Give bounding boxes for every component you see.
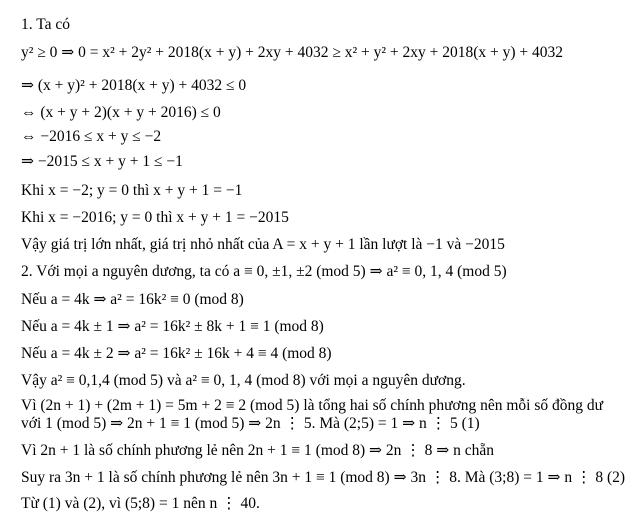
section2-summary: Vậy a² ≡ 0,1,4 (mod 5) và a² ≡ 0, 1, 4 (mod 8) với mọi a nguyên dương. — [21, 372, 466, 389]
section2-step1-line1: Vì (2n + 1) + (2m + 1) = 5m + 2 ≡ 2 (mod 5) là tổng hai số chính phương nên mỗi số đồng dư — [21, 397, 604, 414]
section2-case-3: Nếu a = 4k ± 2 ⇒ a² = 16k² ± 16k + 4 ≡ 4 (mod 8) — [21, 345, 332, 362]
section2-step2: Vì 2n + 1 là số chính phương lẻ nên 2n + 1 ≡ 1 (mod 8) ⇒ 2n ⋮ 8 ⇒ n chẵn — [21, 442, 495, 459]
section2-step3: Suy ra 3n + 1 là số chính phương lẻ nên 3n + 1 ≡ 1 (mod 8) ⇒ 3n ⋮ 8. Mà (3;8) = 1 ⇒ n ⋮ 8 (2) — [21, 469, 626, 486]
section1-conclusion: Vậy giá trị lớn nhất, giá trị nhỏ nhất của A = x + y + 1 lần lượt là −1 và −2015 — [21, 236, 505, 253]
section2-step1-line2: với 1 (mod 5) ⇒ 2n + 1 ≡ 1 (mod 5) ⇒ 2n ⋮ 5. Mà (2;5) = 1 ⇒ n ⋮ 5 (1) — [21, 415, 480, 432]
section2-final: Từ (1) và (2), vì (5;8) = 1 nên n ⋮ 40. — [21, 495, 260, 512]
section1-case-2: Khi x = −2016; y = 0 thì x + y + 1 = −2015 — [21, 209, 289, 226]
section1-heading: 1. Ta có — [21, 16, 70, 33]
derivation-line-5: ⇒ −2015 ≤ x + y + 1 ≤ −1 — [21, 153, 183, 170]
derivation-line-1: y² ≥ 0 ⇒ 0 = x² + 2y² + 2018(x + y) + 2xy + 4032 ≥ x² + y² + 2xy + 2018(x + y) + 4032 — [21, 44, 564, 61]
section2-intro: 2. Với mọi a nguyên dương, ta có a ≡ 0, ±1, ±2 (mod 5) ⇒ a² ≡ 0, 1, 4 (mod 5) — [21, 263, 507, 280]
section2-case-2: Nếu a = 4k ± 1 ⇒ a² = 16k² ± 8k + 1 ≡ 1 (mod 8) — [21, 318, 324, 335]
derivation-line-2: ⇒ (x + y)² + 2018(x + y) + 4032 ≤ 0 — [21, 77, 247, 94]
derivation-line-3: ⇔ (x + y + 2)(x + y + 2016) ≤ 0 — [21, 104, 221, 121]
section2-case-1: Nếu a = 4k ⇒ a² = 16k² ≡ 0 (mod 8) — [21, 291, 244, 308]
derivation-line-4: ⇔ −2016 ≤ x + y ≤ −2 — [21, 128, 162, 145]
section1-case-1: Khi x = −2; y = 0 thì x + y + 1 = −1 — [21, 182, 243, 199]
